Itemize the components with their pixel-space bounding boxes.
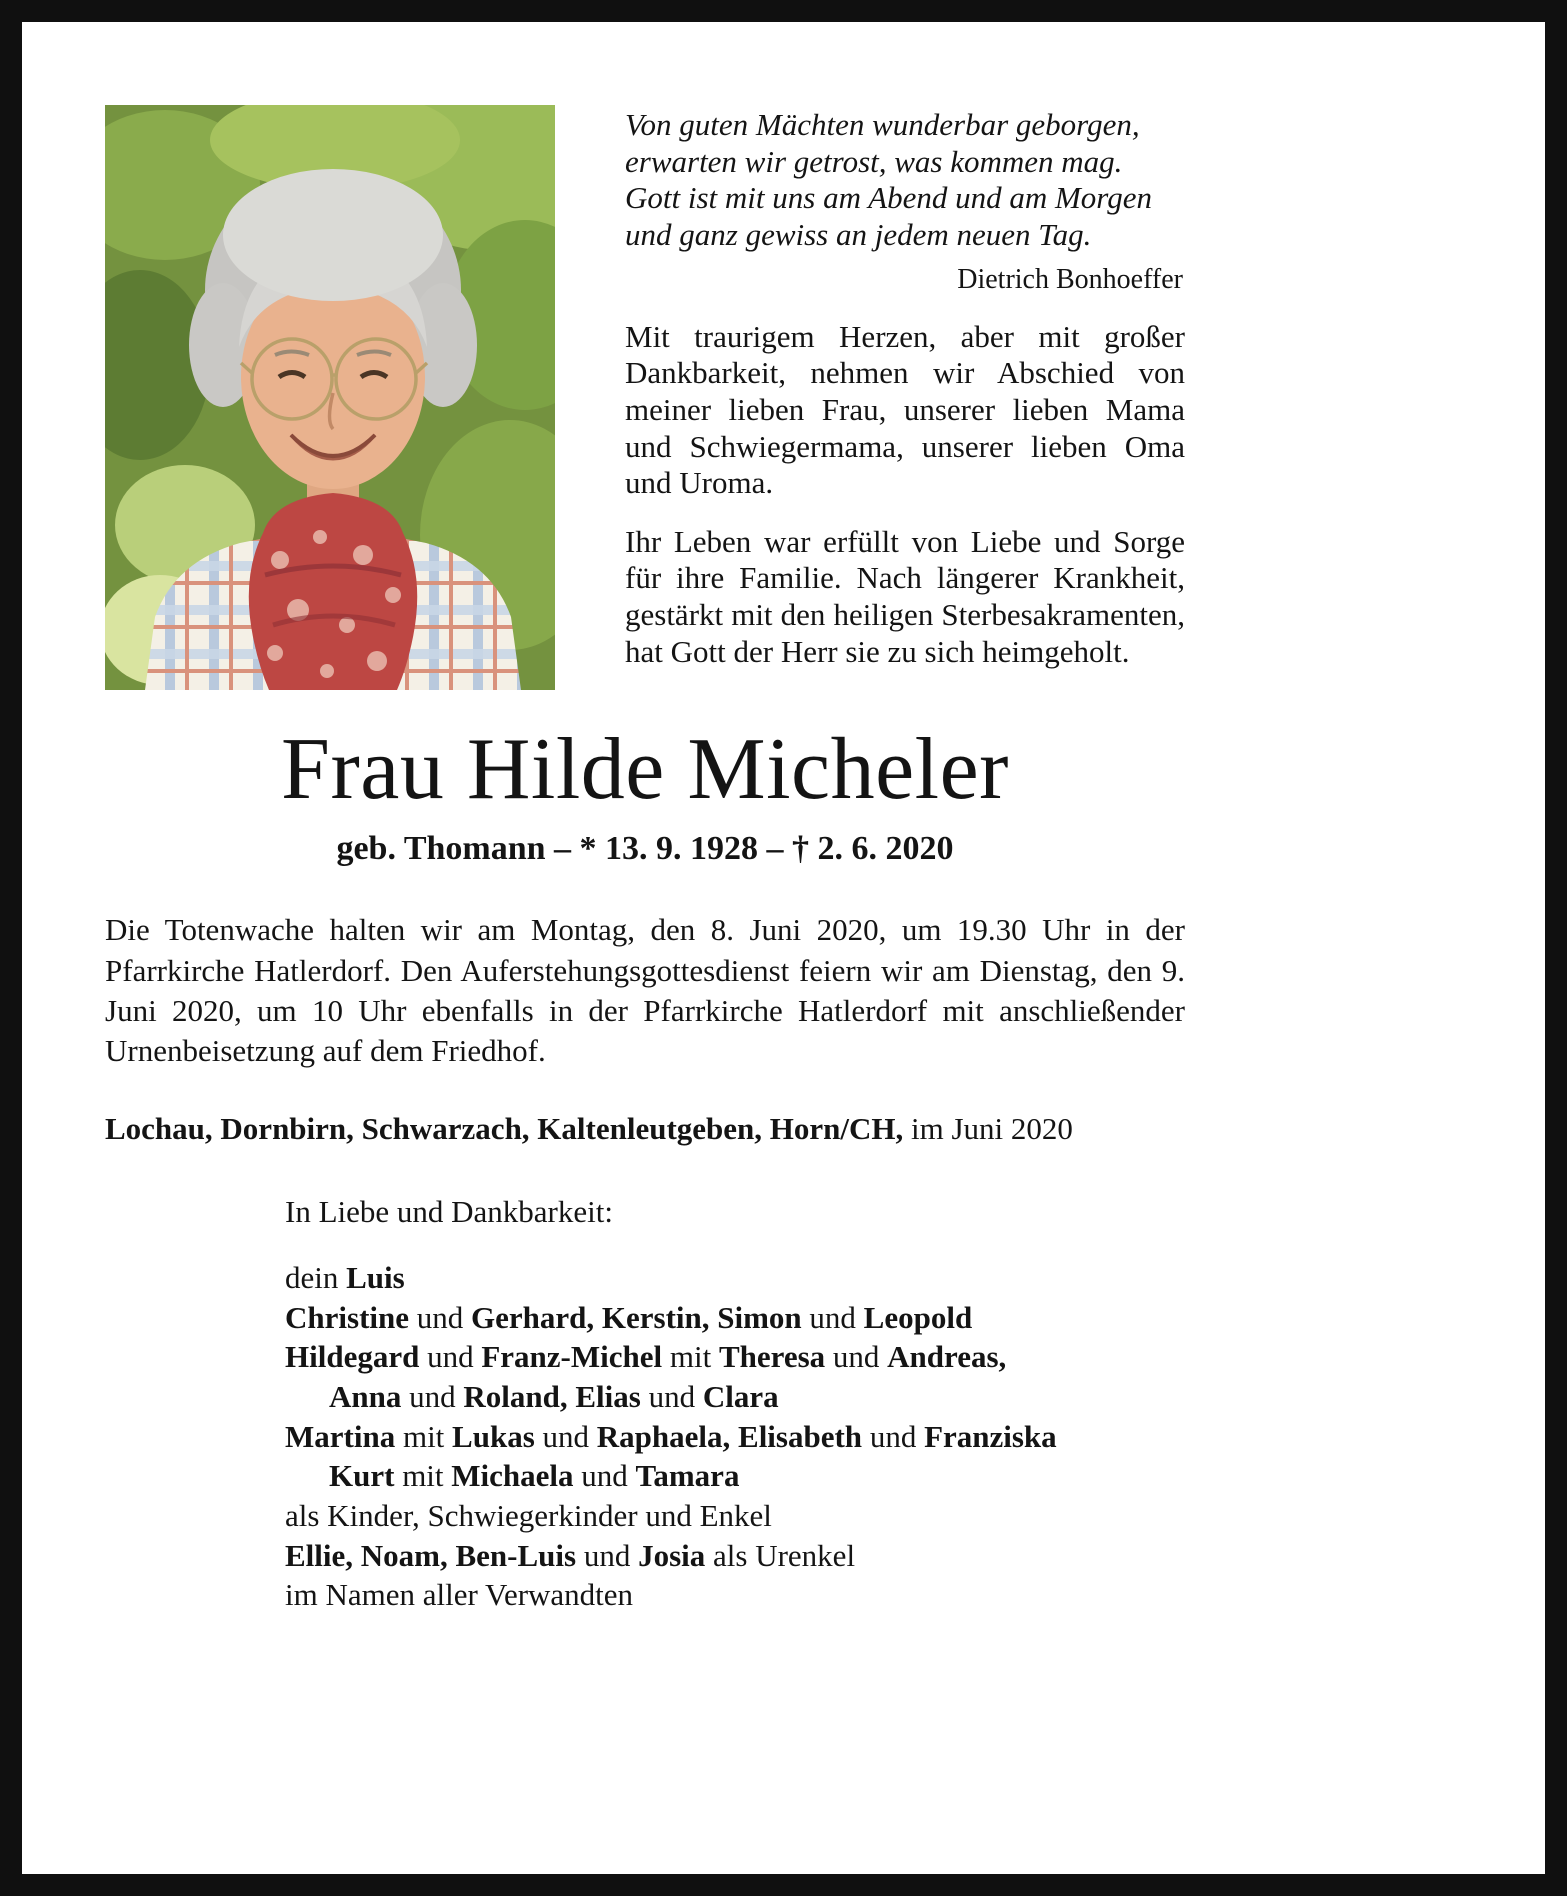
family-text: und <box>825 1339 888 1375</box>
family-member-name: Franz-Michel <box>481 1339 663 1375</box>
family-text: dein <box>285 1260 347 1295</box>
family-line <box>285 1456 1185 1496</box>
family-member-name: Michaela <box>451 1458 574 1494</box>
family-line <box>285 1417 1185 1457</box>
family-text: mit <box>394 1458 452 1494</box>
top-section <box>105 105 1185 690</box>
family-text: und <box>640 1379 703 1415</box>
family-text: und <box>801 1299 864 1335</box>
family-member-name: Ellie, Noam, Ben-Luis <box>285 1537 577 1573</box>
family-line <box>285 1536 1185 1576</box>
family-text: mit <box>395 1418 453 1454</box>
family-text: und <box>576 1537 639 1573</box>
family-member-name: Theresa <box>718 1339 826 1375</box>
service-information: Die Totenwache halten wir am Montag, den 8. Juni 2020, um 19.30 Uhr in der Pfarrkirche Hatlerdorf. Den Auferstehungsgottesdienst feiern wir am Dienstag, den 9. Juni 2020, um 10 Uhr ebenfalls in der Pfarrkirche Hatlerdorf mit anschließender Urnenbeisetzung auf dem Friedhof. <box>105 912 1185 1069</box>
family-text: und <box>401 1379 464 1415</box>
family-member-name: Christine <box>285 1299 409 1335</box>
family-member-name: Leopold <box>863 1299 973 1335</box>
locations-places: Lochau, Dornbirn, Schwarzach, Kaltenleutgeben, Horn/CH, <box>105 1110 904 1146</box>
poem-attribution: Dietrich Bonhoeffer <box>957 264 1183 296</box>
family-text: als Urenkel <box>705 1537 856 1573</box>
family-member-name: Tamara <box>635 1458 740 1494</box>
life-paragraph: Ihr Leben war erfüllt von Liebe und Sorge für ihre Familie. Nach längerer Krankheit, gestärkt mit den heiligen Sterbesakramenten, hat Gott der Herr sie zu sich heimgeholt. <box>625 523 1185 669</box>
poem-line: Gott ist mit uns am Abend und am Morgen <box>625 180 1152 216</box>
family-member-name: Andreas, <box>887 1339 1007 1375</box>
portrait-photo <box>105 105 555 690</box>
family-heading: In Liebe und Dankbarkeit: <box>285 1194 613 1230</box>
family-member-name: Josia <box>638 1537 706 1573</box>
family-member-name: Gerhard, Kerstin, Simon <box>471 1299 802 1335</box>
family-member-name: Raphaela, Elisabeth <box>596 1418 863 1454</box>
family-member-name: Hildegard <box>285 1339 420 1375</box>
family-line <box>285 1377 1185 1417</box>
portrait-illustration <box>105 105 555 690</box>
family-text: und <box>409 1299 471 1335</box>
family-member-name: Franziska <box>924 1418 1057 1454</box>
family-text: mit <box>662 1339 719 1375</box>
family-text: und <box>573 1458 636 1494</box>
right-column <box>625 105 1185 670</box>
family-text: im Namen aller Verwandten <box>285 1577 634 1613</box>
family-section <box>285 1192 1185 1615</box>
family-text: als Kinder, Schwiegerkinder und Enkel <box>285 1498 772 1534</box>
family-text: und <box>534 1418 597 1454</box>
deceased-name: Frau Hilde Micheler <box>281 721 1009 818</box>
family-member-name: Anna <box>329 1379 402 1415</box>
family-lines <box>285 1258 1185 1615</box>
poem-line: erwarten wir getrost, was kommen mag. <box>625 143 1123 179</box>
family-member-name: Lukas <box>452 1418 535 1454</box>
poem <box>625 107 1185 253</box>
deceased-birth-death-dates: geb. Thomann – * 13. 9. 1928 – † 2. 6. 2020 <box>336 830 954 868</box>
family-member-name: Roland, Elias <box>463 1379 641 1415</box>
family-line <box>285 1496 1185 1536</box>
family-member-name: Clara <box>702 1379 779 1415</box>
family-line <box>285 1298 1185 1338</box>
poem-line: und ganz gewiss an jedem neuen Tag. <box>625 216 1092 252</box>
family-member-name: Kurt <box>329 1458 395 1494</box>
farewell-paragraph: Mit traurigem Herzen, aber mit großer Dankbarkeit, nehmen wir Abschied von meiner lieben Frau, unserer lieben Mama und Schwiegermama, unserer lieben Oma und Uroma. <box>625 318 1185 501</box>
family-line <box>285 1258 1185 1298</box>
family-member-name: Martina <box>285 1418 396 1454</box>
poem-line: Von guten Mächten wunderbar geborgen, <box>625 107 1140 142</box>
locations-date: im Juni 2020 <box>903 1110 1073 1146</box>
obituary-content <box>105 105 1185 1615</box>
family-line <box>285 1575 1185 1615</box>
family-text: und <box>419 1339 482 1375</box>
family-line <box>285 1337 1185 1377</box>
family-member-name: Luis <box>346 1260 405 1295</box>
family-text: und <box>862 1418 925 1454</box>
locations-line <box>105 1110 1185 1149</box>
